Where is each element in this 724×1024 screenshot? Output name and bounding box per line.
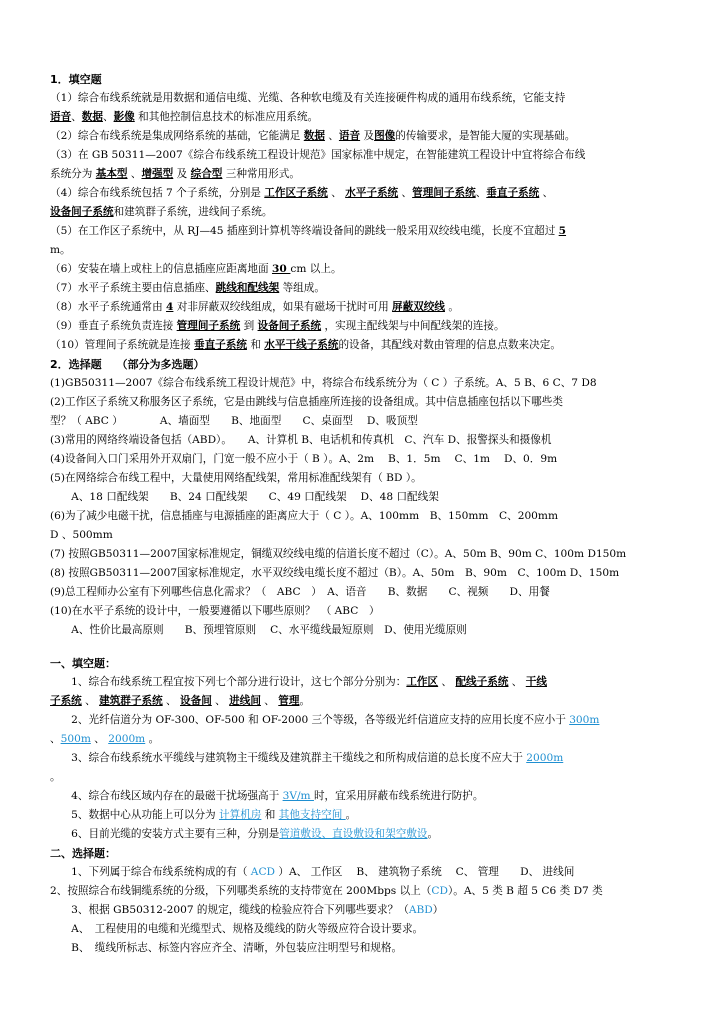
line-text: 、 xyxy=(327,187,346,199)
line-text: 。 xyxy=(145,733,160,745)
line-text: 、 xyxy=(50,733,61,745)
answer-blank: 500m xyxy=(60,733,91,745)
line-text: 2、光纤信道分为 OF-300、OF-500 和 OF-2000 三个等级，各等级光纤信道应支持的应用长度不应小于 xyxy=(50,714,570,726)
choice-section-2 xyxy=(50,863,678,958)
question-line: A、性价比最高原则 B、预埋管原则 C、水平缆线最短原则 D、使用光缆原则 xyxy=(50,624,467,636)
question-line: (8) 按照GB50311—2007国家标准规定，水平双绞线电缆长度不超过（B）。A、50m B、90m C、100m D、150m xyxy=(50,567,620,579)
line-text: 、 xyxy=(438,676,456,688)
choice-section-1 xyxy=(50,374,678,640)
line-text: （3）在 GB 50311—2007《综合布线系统工程设计规范》国家标准中规定，在智能建筑工程设计中宜将综合布线 xyxy=(50,149,586,161)
line-text: 1、综合布线系统工程宜按下列七个部分进行设计，这七个部分分别为： xyxy=(50,676,407,688)
line-text: 、 xyxy=(127,168,142,180)
text-line xyxy=(50,222,678,241)
question-line: (2)工作区子系统又称服务区子系统，它是由跳线与信息插座所连接的设备组成。其中信息插座包括以下哪些类 xyxy=(50,396,563,408)
text-line xyxy=(50,692,678,711)
line-text: 对非屏蔽双绞线组成，如果有磁场干扰时可用 xyxy=(173,301,393,313)
line-text: cm 以上。 xyxy=(290,263,342,275)
fill-section-1 xyxy=(50,89,678,355)
answer-blank: 进线间 xyxy=(229,695,261,707)
question-line: (6)为了减少电磁干扰，信息插座与电源插座的距离应大于（ C ）。A、100mm B、150mm C、200mm xyxy=(50,510,559,522)
question-line: (3)常用的网络终端设备包括（ABD）。 A、计算机 B、电话机和传真机 C、汽车 D、报警探头和摄像机 xyxy=(50,434,552,446)
text-line xyxy=(50,317,678,336)
line-text: 3、根据 GB50312-2007 的规定，缆线的检验应符合下列哪些要求？（ xyxy=(50,904,409,916)
answer-blank: 增强型 xyxy=(141,168,174,180)
line-text: 2、按照综合布线铜缆系统的分级，下列哪类系统的支持带宽在 200Mbps 以上（ xyxy=(50,885,432,897)
line-text: 。 xyxy=(345,809,357,821)
text-line xyxy=(50,146,678,165)
answer-blank: 干线 xyxy=(525,676,547,688)
line-text: （2）综合布线系统是集成网络系统的基础，它能满足 xyxy=(50,130,304,142)
text-line xyxy=(50,768,678,787)
question-line: (9)总工程师办公室有下列哪些信息化需求？（ ABC ） A、语音 B、数据 C、视频 D、用餐 xyxy=(50,586,550,598)
answer-blank: 水平子系统 xyxy=(345,187,399,199)
line-text: 、 xyxy=(475,187,487,199)
answer-blank: 300m xyxy=(569,714,600,726)
fill-heading-1: 1．填空题 xyxy=(50,73,102,86)
line-text: 、 xyxy=(539,187,554,199)
line-text: ，实现主配线架与中间配线架的连接。 xyxy=(321,320,505,332)
line-text: 、 xyxy=(211,695,230,707)
question-line: (4)设备间入口门采用外开双扇门，门宽一般不应小于（ B ）。A、2m B、1．5m C、1m D、0．9m xyxy=(50,453,558,465)
question-line: A、18 口配线架 B、24 口配线架 C、49 口配线架 D、48 口配线架 xyxy=(50,491,439,503)
text-line xyxy=(50,336,678,355)
question-line: D 、500mm xyxy=(50,529,113,541)
answer-blank: ABD xyxy=(408,904,433,916)
question-line: (1)GB50311—2007《综合布线系统工程设计规范》中，将综合布线系统分为（ C ）子系统。A、5 B、6 C、7 D8 xyxy=(50,377,597,389)
answer-blank: 垂直子系统 xyxy=(486,187,540,199)
line-text: （7）水平子系统主要由信息插座、 xyxy=(50,282,216,294)
line-text: （4）综合布线系统包括 7 个子系统，分别是 xyxy=(50,187,265,199)
line-text: 、 xyxy=(162,695,181,707)
answer-blank: 设备间子系统 xyxy=(257,320,322,332)
line-text: 3、综合布线系统水平缆线与建筑物主干缆线及建筑群主干缆线之和所构成信道的总长度不应大于 xyxy=(50,752,527,764)
line-text: 、 xyxy=(90,733,109,745)
line-text: B、 缆线所标志、标签内容应齐全、清晰，外包装应注明型号和规格。 xyxy=(50,942,403,954)
line-text: 等组成。 xyxy=(279,282,325,294)
answer-blank: 管理间子系统 xyxy=(176,320,241,332)
text-line xyxy=(50,89,678,108)
answer-blank: 5 xyxy=(558,225,567,237)
text-line xyxy=(50,203,678,222)
line-text: 及 xyxy=(360,130,375,142)
line-text: ） xyxy=(432,904,444,916)
line-text: ）。A、5 类 B 超 5 C6 类 D7 类 xyxy=(447,885,603,897)
question-line: (10)在水平子系统的设计中，一般要遵循以下哪些原则？ （ ABC ） xyxy=(50,605,380,617)
text-line xyxy=(50,939,678,958)
document-page xyxy=(50,70,678,958)
answer-blank: 语音 xyxy=(50,111,72,123)
line-text: 、 xyxy=(260,695,279,707)
line-text: 4、综合布线区域内存在的最磁干扰场强高于 xyxy=(50,790,283,802)
answer-blank: 数据 xyxy=(303,130,325,142)
text-line xyxy=(50,673,678,692)
line-text: （5）在工作区子系统中，从 RJ—45 插座到计算机等终端设备间的跳线一般采用双绞线电缆，长度不宜超过 xyxy=(50,225,559,237)
answer-blank: 设备间子系统 xyxy=(50,206,114,218)
line-text: 。 xyxy=(50,771,61,783)
line-text: 。 xyxy=(427,828,439,840)
text-line xyxy=(50,279,678,298)
line-text: （1）综合布线系统就是用数据和通信电缆、光缆、各种软电缆及有关连接硬件构成的通用布线系统，它能支持 xyxy=(50,92,566,104)
text-line xyxy=(50,920,678,939)
text-line xyxy=(50,901,678,920)
question-line: (5)在网络综合布线工程中，大量使用网络配线架，常用标准配线架有（ BD ）。 xyxy=(50,472,422,484)
answer-blank: 综合型 xyxy=(190,168,223,180)
text-line xyxy=(50,108,678,127)
line-text: 1、下列属于综合布线系统构成的有（ xyxy=(50,866,251,878)
text-line xyxy=(50,165,678,184)
answer-blank: 屏蔽双绞线 xyxy=(392,301,445,313)
line-text: 及 xyxy=(173,168,191,180)
answer-blank: 管道敷设、直设敷设和架空敷设 xyxy=(279,828,428,840)
text-line xyxy=(50,863,678,882)
answer-blank: 水平干线子系统 xyxy=(264,339,339,351)
question-line: (7) 按照GB50311—2007国家标准规定，铜缆双绞线电缆的信道长度不超过（C）。A、50m B、90m C、100m D150m xyxy=(50,548,627,560)
answer-blank: 语音 xyxy=(338,130,361,142)
question-line: 型？（ ABC ） A、墙面型 B、地面型 C、桌面型 D、吸顶型 xyxy=(50,415,418,427)
answer-blank: 2000m xyxy=(108,733,146,745)
fill-section-2 xyxy=(50,673,678,844)
answer-blank: 工作区子系统 xyxy=(264,187,328,199)
answer-blank: 建筑群子系统 xyxy=(99,695,163,707)
answer-blank: 配线子系统 xyxy=(455,676,509,688)
answer-blank: 图像 xyxy=(374,130,396,142)
line-text: A、 工程使用的电缆和光缆型式、规格及缆线的防火等级应符合设计要求。 xyxy=(50,923,424,935)
text-line xyxy=(50,882,678,901)
answer-blank: 基本型 xyxy=(95,168,128,180)
line-text: 和其他控制信息技术的标准应用系统。 xyxy=(134,111,319,123)
line-text: m。 xyxy=(50,244,71,256)
answer-blank: 影像 xyxy=(113,111,135,123)
text-line xyxy=(50,711,678,730)
text-line xyxy=(50,127,678,146)
answer-blank: 计算机房 xyxy=(219,809,262,821)
text-line xyxy=(50,241,678,260)
answer-blank: 管理间子系统 xyxy=(412,187,476,199)
answer-blank: 数据 xyxy=(81,111,103,123)
answer-blank: 设备间 xyxy=(180,695,212,707)
line-text: 的传输要求，是智能大厦的实现基础。 xyxy=(395,130,576,142)
answer-blank: 其他支持空间 xyxy=(278,809,346,821)
line-text: （6）安装在墙上或柱上的信息插座应距离地面 xyxy=(50,263,272,275)
line-text: 5、数据中心从功能上可以分为 xyxy=(50,809,220,821)
answer-blank: 工作区 xyxy=(406,676,439,688)
answer-blank: ACD xyxy=(250,866,276,878)
line-text: 、 xyxy=(81,695,100,707)
text-line xyxy=(50,806,678,825)
answer-blank: 2000m xyxy=(526,752,564,764)
line-text: 、 xyxy=(71,111,82,123)
text-line xyxy=(50,730,678,749)
text-line xyxy=(50,749,678,768)
answer-blank: CD xyxy=(431,885,448,897)
answer-blank: 垂直子系统 xyxy=(193,339,247,351)
answer-blank: 30 xyxy=(271,263,291,275)
line-text: 的设备，其配线对数由管理的信息点数来决定。 xyxy=(338,339,561,351)
line-text: 和 xyxy=(246,339,265,351)
text-line xyxy=(50,260,678,279)
line-text: 、 xyxy=(398,187,413,199)
line-text: 三种常用形式。 xyxy=(222,168,300,180)
answer-blank: 3V/m xyxy=(282,790,314,802)
line-text: （8）水平子系统通常由 xyxy=(50,301,167,313)
answer-blank: 4 xyxy=(166,301,174,313)
line-text: 。 xyxy=(445,301,459,313)
line-text: 、 xyxy=(102,111,114,123)
text-line xyxy=(50,787,678,806)
line-text: 和建筑群子系统，进线间子系统。 xyxy=(113,206,273,218)
answer-blank: 管理 xyxy=(278,695,300,707)
choice-heading-1: 2．选择题 （部分为多选题） xyxy=(50,358,205,371)
line-text: （10）管理间子系统就是连接 xyxy=(50,339,194,351)
answer-blank: 子系统 xyxy=(50,695,82,707)
line-text: 系统分为 xyxy=(50,168,96,180)
line-text: 6、目前光缆的安装方式主要有三种，分别是 xyxy=(50,828,280,840)
line-text: 、 xyxy=(508,676,526,688)
line-text: 时，宜采用屏蔽布线系统进行防护。 xyxy=(313,790,484,802)
text-line xyxy=(50,298,678,317)
line-text: 到 xyxy=(240,320,258,332)
line-text: 。 xyxy=(299,695,311,707)
line-text: 和 xyxy=(261,809,279,821)
line-text: ）A、 工作区 B、 建筑物子系统 C、 管理 D、 进线间 xyxy=(275,866,575,878)
fill-heading-2: 一、填空题： xyxy=(50,657,116,670)
text-line xyxy=(50,184,678,203)
answer-blank: 跳线和配线架 xyxy=(215,282,280,294)
line-text: 、 xyxy=(324,130,339,142)
text-line xyxy=(50,825,678,844)
line-text: （9）垂直子系统负责连接 xyxy=(50,320,177,332)
choice-heading-2: 二、选择题： xyxy=(50,847,116,860)
